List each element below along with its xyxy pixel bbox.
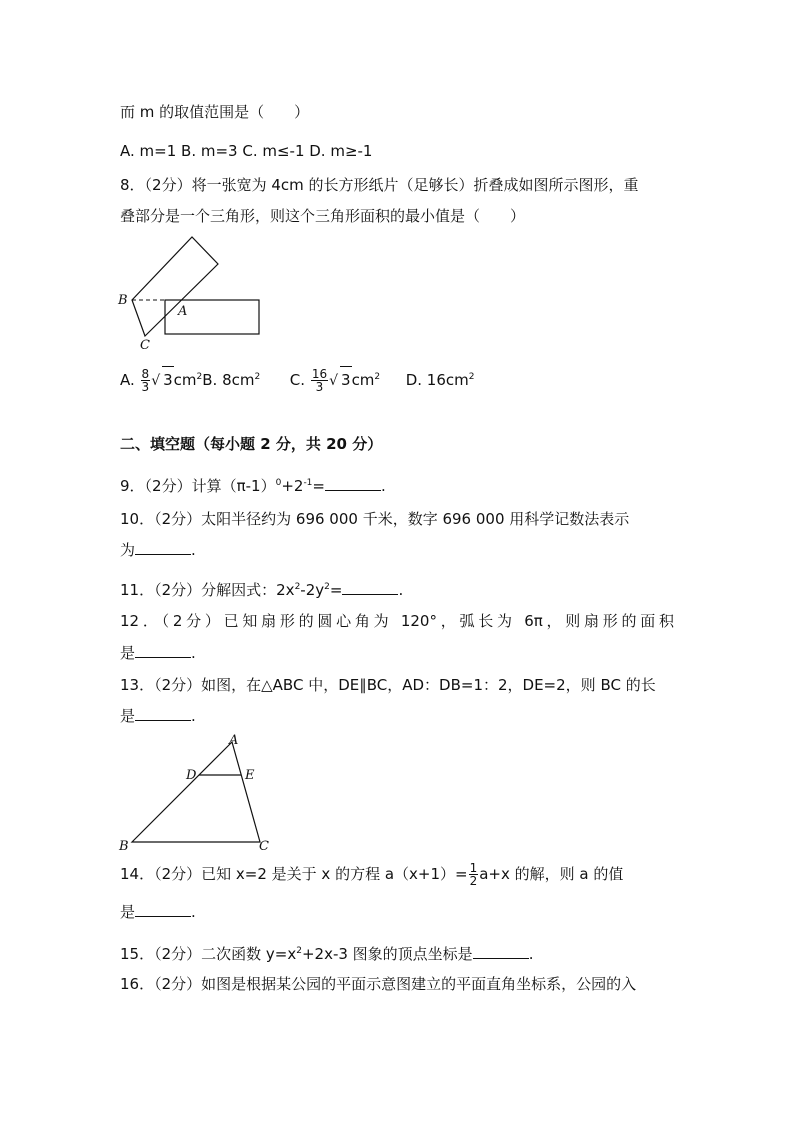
q8-option-b: B. 8cm xyxy=(202,371,255,389)
q12-line1: 12．（2分）已知扇形的圆心角为 120°，弧长为 6π，则扇形的面积 xyxy=(120,612,674,630)
answer-blank xyxy=(135,706,191,721)
answer-blank xyxy=(325,476,381,491)
q11-line: 11．（2分）分解因式：$2x^2-2y^2=$ . xyxy=(120,581,404,599)
q13-label-d: D xyxy=(186,768,197,783)
q13-label-a: A xyxy=(229,733,239,748)
q8-option-d: D. 16cm xyxy=(405,371,469,389)
answer-blank xyxy=(135,540,191,555)
q7-options: A. m=1 B. m=3 C. m≤-1 D. m≥-1 xyxy=(120,142,373,160)
q14-line1: 14．（2分）已知 x=2 是关于 x 的方程 a（x+1）= $\frac{1}{2}$ a+x 的解，则 a 的值 xyxy=(120,861,624,888)
answer-blank xyxy=(135,902,191,917)
q15-line: 15．（2分）二次函数 $y=x^2+2x-3$ 图象的顶点坐标是 . xyxy=(120,945,534,963)
answer-blank xyxy=(342,580,398,595)
q8-option-c-fraction: $\frac{16}{3}$ xyxy=(311,367,328,394)
q13-label-c: C xyxy=(259,839,269,854)
sqrt-icon: √ xyxy=(151,373,161,389)
q13-line2: 是 . xyxy=(120,707,196,725)
q14-line2: 是 . xyxy=(120,903,196,921)
q7-stem-tail: 而 m 的取值范围是（ ） xyxy=(120,103,310,121)
q8-options: A. $\frac{8}{3}$ √ $3cm^2B$. $8cm^2$ C. $\frac{16}{3}$ √ $3cm^2$ D. $16cm^2$ xyxy=(120,367,475,394)
answer-blank xyxy=(135,643,191,658)
q12-line2: 是 . xyxy=(120,644,196,662)
q9-line: 9．（2分）计算$(\pi-1)^0+2^{-1}=$ . xyxy=(120,477,386,495)
q16-line1: 16．（2分）如图是根据某公园的平面示意图建立的平面直角坐标系，公园的入 xyxy=(120,975,637,993)
answer-blank xyxy=(473,944,529,959)
section-title: 二、填空题（每小题 2 分，共 20 分） xyxy=(120,435,383,453)
q13-triangle-abc xyxy=(132,742,260,842)
q10-line2: 为 . xyxy=(120,541,196,559)
q13-label-b: B xyxy=(119,839,129,854)
q8-slanted-strip xyxy=(132,237,218,336)
q8-line1: 8．（2分）将一张宽为 4cm 的长方形纸片（足够长）折叠成如图所示图形，重 xyxy=(120,176,639,194)
q14-fraction: $\frac{1}{2}$ xyxy=(469,861,478,888)
q8-line2: 叠部分是一个三角形，则这个三角形面积的最小值是（ ） xyxy=(120,207,526,225)
q8-label-a: A xyxy=(178,304,188,319)
q13-triangle-figure xyxy=(112,730,282,854)
q13-label-e: E xyxy=(245,768,255,783)
q10-line1: 10．（2分）太阳半径约为 696 000 千米，数字 696 000 用科学记数法表示 xyxy=(120,510,630,528)
sqrt-icon: √ xyxy=(329,373,339,389)
q13-line1: 13．（2分）如图，在△ABC 中，DE∥BC，AD：DB=1：2，DE=2，则 BC 的长 xyxy=(120,676,656,694)
q8-folded-paper-figure xyxy=(112,232,272,354)
q8-option-a-fraction: $\frac{8}{3}$ xyxy=(141,367,150,394)
q8-option-c-label: C. xyxy=(289,371,306,389)
q8-label-c: C xyxy=(140,338,150,353)
q8-label-b: B xyxy=(118,293,128,308)
q8-option-a-label: A. xyxy=(120,371,135,389)
